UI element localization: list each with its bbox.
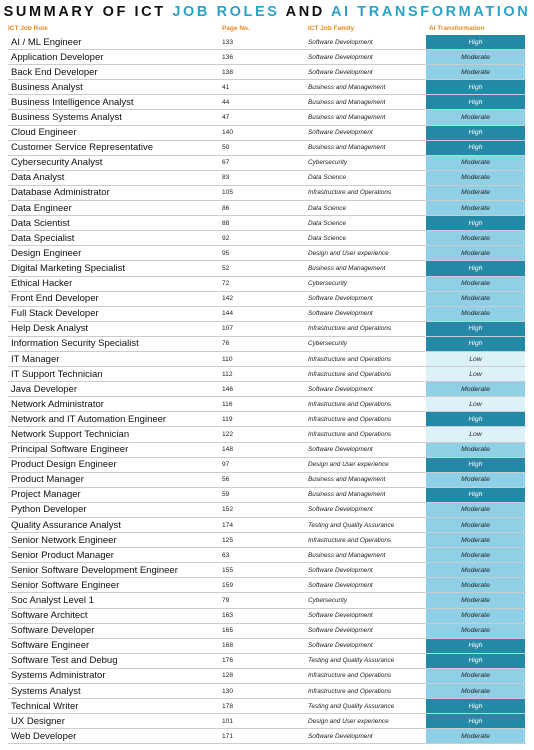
table-row xyxy=(8,126,526,141)
ai-transformation-cell: Moderate xyxy=(426,443,525,457)
ai-transformation-cell: Moderate xyxy=(426,292,525,306)
ai-transformation-cell: High xyxy=(426,80,525,94)
table-row xyxy=(8,473,526,488)
job-role-cell: Design Engineer xyxy=(11,247,82,259)
page-no-cell: 125 xyxy=(222,536,234,544)
table-row xyxy=(8,714,526,729)
table-header xyxy=(0,22,534,35)
page-no-cell: 63 xyxy=(222,551,230,559)
page-no-cell: 119 xyxy=(222,415,233,423)
table-row xyxy=(8,50,526,65)
page-no-cell: 83 xyxy=(222,174,230,182)
job-family-cell: Business and Management xyxy=(308,114,386,122)
page-no-cell: 56 xyxy=(222,476,230,484)
job-role-cell: Systems Administrator xyxy=(11,670,106,682)
job-family-cell: Cybersecurity xyxy=(308,159,348,167)
job-family-cell: Business and Management xyxy=(308,476,386,484)
ai-transformation-cell: Moderate xyxy=(426,548,525,562)
ai-transformation-cell: Moderate xyxy=(426,533,525,547)
job-role-cell: Software Architect xyxy=(11,610,88,622)
page-no-cell: 101 xyxy=(222,717,234,725)
ai-transformation-cell: Moderate xyxy=(426,307,525,321)
page-no-cell: 178 xyxy=(222,702,234,710)
job-role-cell: Python Developer xyxy=(11,504,87,516)
job-family-cell: Testing and Quality Assurance xyxy=(308,657,395,665)
page-no-cell: 163 xyxy=(222,612,234,620)
page-no-cell: 95 xyxy=(222,249,230,257)
job-family-cell: Infrastructure and Operations xyxy=(308,370,392,378)
job-family-cell: Software Development xyxy=(308,68,373,76)
job-role-cell: Principal Software Engineer xyxy=(11,444,129,456)
table-row xyxy=(8,367,526,382)
job-role-cell: Cybersecurity Analyst xyxy=(11,157,103,169)
ai-transformation-cell: Moderate xyxy=(426,65,525,79)
ai-transformation-cell: Moderate xyxy=(426,186,525,200)
job-role-cell: Database Administrator xyxy=(11,187,110,199)
ai-transformation-cell: Moderate xyxy=(426,201,525,215)
job-family-cell: Testing and Quality Assurance xyxy=(308,521,395,529)
ai-transformation-cell: Low xyxy=(426,352,525,366)
job-role-cell: Data Scientist xyxy=(11,217,70,229)
page-no-cell: 176 xyxy=(222,657,234,665)
page-no-cell: 52 xyxy=(222,264,230,272)
table-row xyxy=(8,669,526,684)
page-no-cell: 138 xyxy=(222,68,234,76)
page-no-cell: 76 xyxy=(222,340,230,348)
table-row xyxy=(8,397,526,412)
job-family-cell: Business and Management xyxy=(308,551,386,559)
job-family-cell: Infrastructure and Operations xyxy=(308,400,392,408)
ai-transformation-cell: High xyxy=(426,322,525,336)
job-role-cell: Network Support Technician xyxy=(11,428,130,440)
table-row xyxy=(8,216,526,231)
page-no-cell: 144 xyxy=(222,310,234,318)
job-family-cell: Cybersecurity xyxy=(308,340,348,348)
job-role-cell: AI / ML Engineer xyxy=(11,36,82,48)
table-row xyxy=(8,246,526,261)
job-family-cell: Infrastructure and Operations xyxy=(308,355,392,363)
table-row xyxy=(8,337,526,352)
ai-transformation-cell: High xyxy=(426,216,525,230)
ai-transformation-cell: High xyxy=(426,35,525,49)
table-row xyxy=(8,292,526,307)
job-role-cell: Digital Marketing Specialist xyxy=(11,262,126,274)
table-row xyxy=(8,80,526,95)
table-row xyxy=(8,382,526,397)
roles-table xyxy=(8,35,526,744)
header-job-role: ICT Job Role xyxy=(8,25,48,32)
job-family-cell: Infrastructure and Operations xyxy=(308,325,392,333)
job-role-cell: Software Developer xyxy=(11,625,95,637)
title-part-4: AI TRANSFORMATION xyxy=(330,4,531,20)
table-row xyxy=(8,322,526,337)
table-row xyxy=(8,412,526,427)
table-row xyxy=(8,231,526,246)
table-row xyxy=(8,609,526,624)
job-family-cell: Software Development xyxy=(308,446,373,454)
job-family-cell: Software Development xyxy=(308,566,373,574)
ai-transformation-cell: Low xyxy=(426,367,525,381)
job-family-cell: Infrastructure and Operations xyxy=(308,189,392,197)
job-family-cell: Design and User experience xyxy=(308,249,389,257)
ai-transformation-cell: High xyxy=(426,412,525,426)
job-family-cell: Business and Management xyxy=(308,144,386,152)
ai-transformation-cell: High xyxy=(426,261,525,275)
ai-transformation-cell: High xyxy=(426,95,525,109)
page-no-cell: 50 xyxy=(222,144,230,152)
job-family-cell: Data Science xyxy=(308,174,347,182)
page-no-cell: 116 xyxy=(222,400,233,408)
page-no-cell: 105 xyxy=(222,189,234,197)
job-role-cell: Quality Assurance Analyst xyxy=(11,519,121,531)
ai-transformation-cell: High xyxy=(426,488,525,502)
ai-transformation-cell: High xyxy=(426,639,525,653)
job-family-cell: Data Science xyxy=(308,204,347,212)
ai-transformation-cell: Moderate xyxy=(426,171,525,185)
ai-transformation-cell: Moderate xyxy=(426,277,525,291)
ai-transformation-cell: Moderate xyxy=(426,246,525,260)
job-role-cell: Front End Developer xyxy=(11,293,99,305)
page-no-cell: 146 xyxy=(222,385,234,393)
job-family-cell: Software Development xyxy=(308,38,373,46)
job-role-cell: Project Manager xyxy=(11,489,81,501)
ai-transformation-cell: Moderate xyxy=(426,609,525,623)
job-role-cell: Java Developer xyxy=(11,383,78,395)
ai-transformation-cell: Moderate xyxy=(426,624,525,638)
ai-transformation-cell: Moderate xyxy=(426,50,525,64)
job-family-cell: Business and Management xyxy=(308,264,386,272)
job-family-cell: Infrastructure and Operations xyxy=(308,430,392,438)
page-no-cell: 41 xyxy=(222,83,230,91)
ai-transformation-cell: Moderate xyxy=(426,473,525,487)
job-role-cell: Cloud Engineer xyxy=(11,127,77,139)
ai-transformation-cell: High xyxy=(426,714,525,728)
page-no-cell: 112 xyxy=(222,370,233,378)
ai-transformation-cell: Moderate xyxy=(426,503,525,517)
table-row xyxy=(8,141,526,156)
page-no-cell: 122 xyxy=(222,430,234,438)
table-row xyxy=(8,35,526,50)
job-role-cell: Customer Service Representative xyxy=(11,142,154,154)
table-row xyxy=(8,639,526,654)
page-no-cell: 136 xyxy=(222,53,234,61)
page-no-cell: 155 xyxy=(222,566,234,574)
job-family-cell: Software Development xyxy=(308,53,373,61)
table-row xyxy=(8,171,526,186)
job-family-cell: Infrastructure and Operations xyxy=(308,687,392,695)
title-part-1: SUMMARY OF ICT xyxy=(3,4,166,20)
job-role-cell: Product Manager xyxy=(11,474,84,486)
table-row xyxy=(8,699,526,714)
table-row xyxy=(8,307,526,322)
job-family-cell: Business and Management xyxy=(308,98,386,106)
job-family-cell: Software Development xyxy=(308,129,373,137)
title-part-3: AND xyxy=(285,4,325,20)
page-no-cell: 86 xyxy=(222,204,230,212)
page-no-cell: 47 xyxy=(222,114,230,122)
job-role-cell: Business Analyst xyxy=(11,81,83,93)
page-title xyxy=(0,2,534,22)
job-family-cell: Software Development xyxy=(308,627,373,635)
ai-transformation-cell: High xyxy=(426,699,525,713)
table-row xyxy=(8,352,526,367)
header-ai-transformation: AI Transformation xyxy=(429,25,485,32)
table-row xyxy=(8,729,526,744)
job-family-cell: Data Science xyxy=(308,219,347,227)
job-family-cell: Business and Management xyxy=(308,491,386,499)
ai-transformation-cell: High xyxy=(426,126,525,140)
page-no-cell: 142 xyxy=(222,295,234,303)
page-no-cell: 174 xyxy=(222,521,234,529)
ai-transformation-cell: High xyxy=(426,458,525,472)
page-no-cell: 133 xyxy=(222,38,234,46)
job-role-cell: UX Designer xyxy=(11,715,65,727)
page-no-cell: 97 xyxy=(222,461,230,469)
ai-transformation-cell: Moderate xyxy=(426,684,525,698)
title-part-2: JOB ROLES xyxy=(172,4,280,20)
table-row xyxy=(8,533,526,548)
table-row xyxy=(8,443,526,458)
job-family-cell: Software Development xyxy=(308,310,373,318)
job-role-cell: Information Security Specialist xyxy=(11,338,139,350)
page-no-cell: 107 xyxy=(222,325,234,333)
ai-transformation-cell: Low xyxy=(426,427,525,441)
table-row xyxy=(8,548,526,563)
ai-transformation-cell: High xyxy=(426,141,525,155)
page-no-cell: 59 xyxy=(222,491,230,499)
ai-transformation-cell: Moderate xyxy=(426,518,525,532)
ai-transformation-cell: Moderate xyxy=(426,593,525,607)
table-row xyxy=(8,261,526,276)
page-no-cell: 152 xyxy=(222,506,234,514)
table-row xyxy=(8,563,526,578)
table-row xyxy=(8,488,526,503)
job-role-cell: Technical Writer xyxy=(11,700,79,712)
ai-transformation-cell: Moderate xyxy=(426,231,525,245)
table-row xyxy=(8,95,526,110)
ai-transformation-cell: Moderate xyxy=(426,578,525,592)
job-role-cell: Network and IT Automation Engineer xyxy=(11,413,167,425)
page-no-cell: 110 xyxy=(222,355,233,363)
page-no-cell: 88 xyxy=(222,219,230,227)
table-row xyxy=(8,518,526,533)
page-no-cell: 130 xyxy=(222,687,234,695)
ai-transformation-cell: Moderate xyxy=(426,156,525,170)
page-no-cell: 140 xyxy=(222,129,234,137)
job-role-cell: Software Engineer xyxy=(11,640,90,652)
job-role-cell: Software Test and Debug xyxy=(11,655,118,667)
table-row xyxy=(8,110,526,125)
page-no-cell: 171 xyxy=(222,732,234,740)
ai-transformation-cell: High xyxy=(426,337,525,351)
job-role-cell: Full Stack Developer xyxy=(11,308,99,320)
job-role-cell: Senior Software Development Engineer xyxy=(11,564,178,576)
job-family-cell: Infrastructure and Operations xyxy=(308,536,392,544)
table-row xyxy=(8,427,526,442)
job-family-cell: Business and Management xyxy=(308,83,386,91)
table-row xyxy=(8,593,526,608)
job-role-cell: Web Developer xyxy=(11,730,77,742)
job-role-cell: Help Desk Analyst xyxy=(11,323,89,335)
job-role-cell: Back End Developer xyxy=(11,66,98,78)
table-row xyxy=(8,624,526,639)
page-no-cell: 148 xyxy=(222,446,234,454)
job-family-cell: Software Development xyxy=(308,506,373,514)
job-role-cell: Soc Analyst Level 1 xyxy=(11,595,94,607)
ai-transformation-cell: Moderate xyxy=(426,382,525,396)
ai-transformation-cell: Moderate xyxy=(426,729,525,743)
table-row xyxy=(8,458,526,473)
job-family-cell: Cybersecurity xyxy=(308,280,348,288)
job-family-cell: Software Development xyxy=(308,295,373,303)
job-role-cell: Data Analyst xyxy=(11,172,65,184)
page-no-cell: 67 xyxy=(222,159,230,167)
page-no-cell: 128 xyxy=(222,672,234,680)
ai-transformation-cell: Moderate xyxy=(426,563,525,577)
page-no-cell: 79 xyxy=(222,597,230,605)
job-role-cell: Senior Software Engineer xyxy=(11,579,120,591)
job-family-cell: Software Development xyxy=(308,581,373,589)
job-role-cell: IT Manager xyxy=(11,353,60,365)
job-role-cell: Data Specialist xyxy=(11,232,75,244)
page-no-cell: 165 xyxy=(222,627,234,635)
table-row xyxy=(8,186,526,201)
table-row xyxy=(8,65,526,80)
job-family-cell: Design and User experience xyxy=(308,717,389,725)
page-no-cell: 159 xyxy=(222,581,234,589)
job-role-cell: Network Administrator xyxy=(11,398,104,410)
job-role-cell: IT Support Technician xyxy=(11,368,103,380)
job-role-cell: Business Intelligence Analyst xyxy=(11,96,134,108)
table-row xyxy=(8,503,526,518)
ai-transformation-cell: High xyxy=(426,654,525,668)
job-family-cell: Infrastructure and Operations xyxy=(308,415,392,423)
job-family-cell: Software Development xyxy=(308,385,373,393)
page-no-cell: 44 xyxy=(222,98,230,106)
ai-transformation-cell: Moderate xyxy=(426,669,525,683)
table-row xyxy=(8,156,526,171)
job-family-cell: Design and User experience xyxy=(308,461,389,469)
job-family-cell: Software Development xyxy=(308,612,373,620)
header-page-no: Page No. xyxy=(222,25,250,32)
table-row xyxy=(8,654,526,669)
job-family-cell: Software Development xyxy=(308,642,373,650)
job-family-cell: Software Development xyxy=(308,732,373,740)
header-job-family: ICT Job Family xyxy=(308,25,355,32)
table-row xyxy=(8,201,526,216)
job-role-cell: Senior Network Engineer xyxy=(11,534,117,546)
job-family-cell: Infrastructure and Operations xyxy=(308,672,392,680)
page-no-cell: 72 xyxy=(222,280,230,288)
job-family-cell: Cybersecurity xyxy=(308,597,348,605)
job-role-cell: Product Design Engineer xyxy=(11,459,117,471)
ai-transformation-cell: Moderate xyxy=(426,110,525,124)
job-role-cell: Business Systems Analyst xyxy=(11,112,122,124)
job-family-cell: Testing and Quality Assurance xyxy=(308,702,395,710)
table-row xyxy=(8,684,526,699)
table-row xyxy=(8,578,526,593)
job-role-cell: Senior Product Manager xyxy=(11,549,114,561)
job-family-cell: Data Science xyxy=(308,234,347,242)
table-row xyxy=(8,277,526,292)
page-no-cell: 168 xyxy=(222,642,234,650)
ai-transformation-cell: Low xyxy=(426,397,525,411)
job-role-cell: Data Engineer xyxy=(11,202,72,214)
job-role-cell: Ethical Hacker xyxy=(11,278,73,290)
job-role-cell: Systems Analyst xyxy=(11,685,81,697)
page-no-cell: 92 xyxy=(222,234,230,242)
job-role-cell: Application Developer xyxy=(11,51,104,63)
